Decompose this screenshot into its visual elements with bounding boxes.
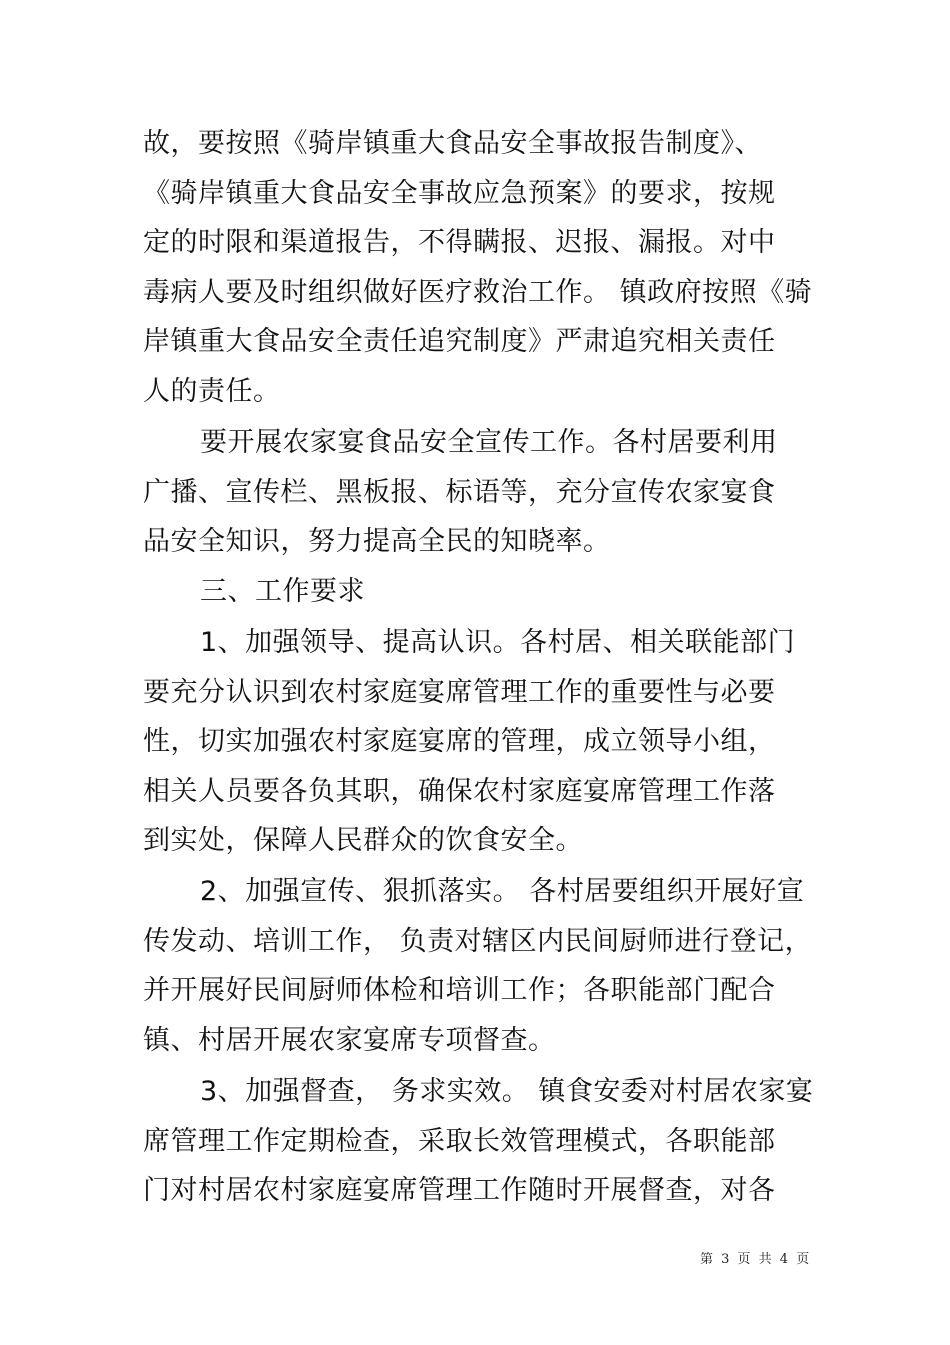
text-line-7: 要开展农家宴食品安全宣传工作。各村居要利用 <box>200 427 778 458</box>
text-line-21: 席管理工作定期检查，采取长效管理模式，各职能部 <box>143 1126 776 1157</box>
text-line-16: 2、加强宣传、狠抓落实。 各村居要组织开展好宣 <box>200 876 805 907</box>
text-line-9: 品安全知识，努力提高全民的知晓率。 <box>143 526 611 557</box>
text-line-18: 并开展好民间厨师体检和培训工作；各职能部门配合 <box>143 975 776 1006</box>
text-line-20: 3、加强督查， 务求实效。 镇食安委对村居农家宴 <box>200 1076 814 1107</box>
text-line-4: 毒病人要及时组织做好医疗救治工作。 镇政府按照《骑 <box>143 277 813 308</box>
text-line-13: 性，切实加强农村家庭宴席的管理，成立领导小组， <box>143 726 776 757</box>
text-line-2: 《骑岸镇重大食品安全事故应急预案》的要求，按规 <box>143 178 776 209</box>
text-line-8: 广播、宣传栏、黑板报、标语等，充分宣传农家宴食 <box>143 477 776 508</box>
text-line-1: 故，要按照《骑岸镇重大食品安全事故报告制度》、 <box>143 128 762 159</box>
text-line-3: 定的时限和渠道报告，不得瞒报、迟报、漏报。对中 <box>143 227 776 258</box>
text-line-22: 门对村居农村家庭宴席管理工作随时开展督查，对各 <box>143 1175 776 1206</box>
text-line-11: 1、加强领导、提高认识。各村居、相关联能部门 <box>200 627 796 658</box>
page-number: 第 3 页 共 4 页 <box>700 1252 810 1267</box>
text-line-15: 到实处，保障人民群众的饮食安全。 <box>143 825 583 856</box>
section-heading: 三、工作要求 <box>200 576 365 607</box>
text-line-19: 镇、村居开展农家宴席专项督查。 <box>143 1025 556 1056</box>
text-line-5: 岸镇重大食品安全责任追究制度》严肃追究相关责任 <box>143 326 776 357</box>
text-line-6: 人的责任。 <box>143 376 281 407</box>
text-line-14: 相关人员要各负其职，确保农村家庭宴席管理工作落 <box>143 776 776 807</box>
text-line-12: 要充分认识到农村家庭宴席管理工作的重要性与必要 <box>143 677 776 708</box>
text-line-17: 传发动、培训工作， 负责对辖区内民间厨师进行登记， <box>143 926 813 957</box>
